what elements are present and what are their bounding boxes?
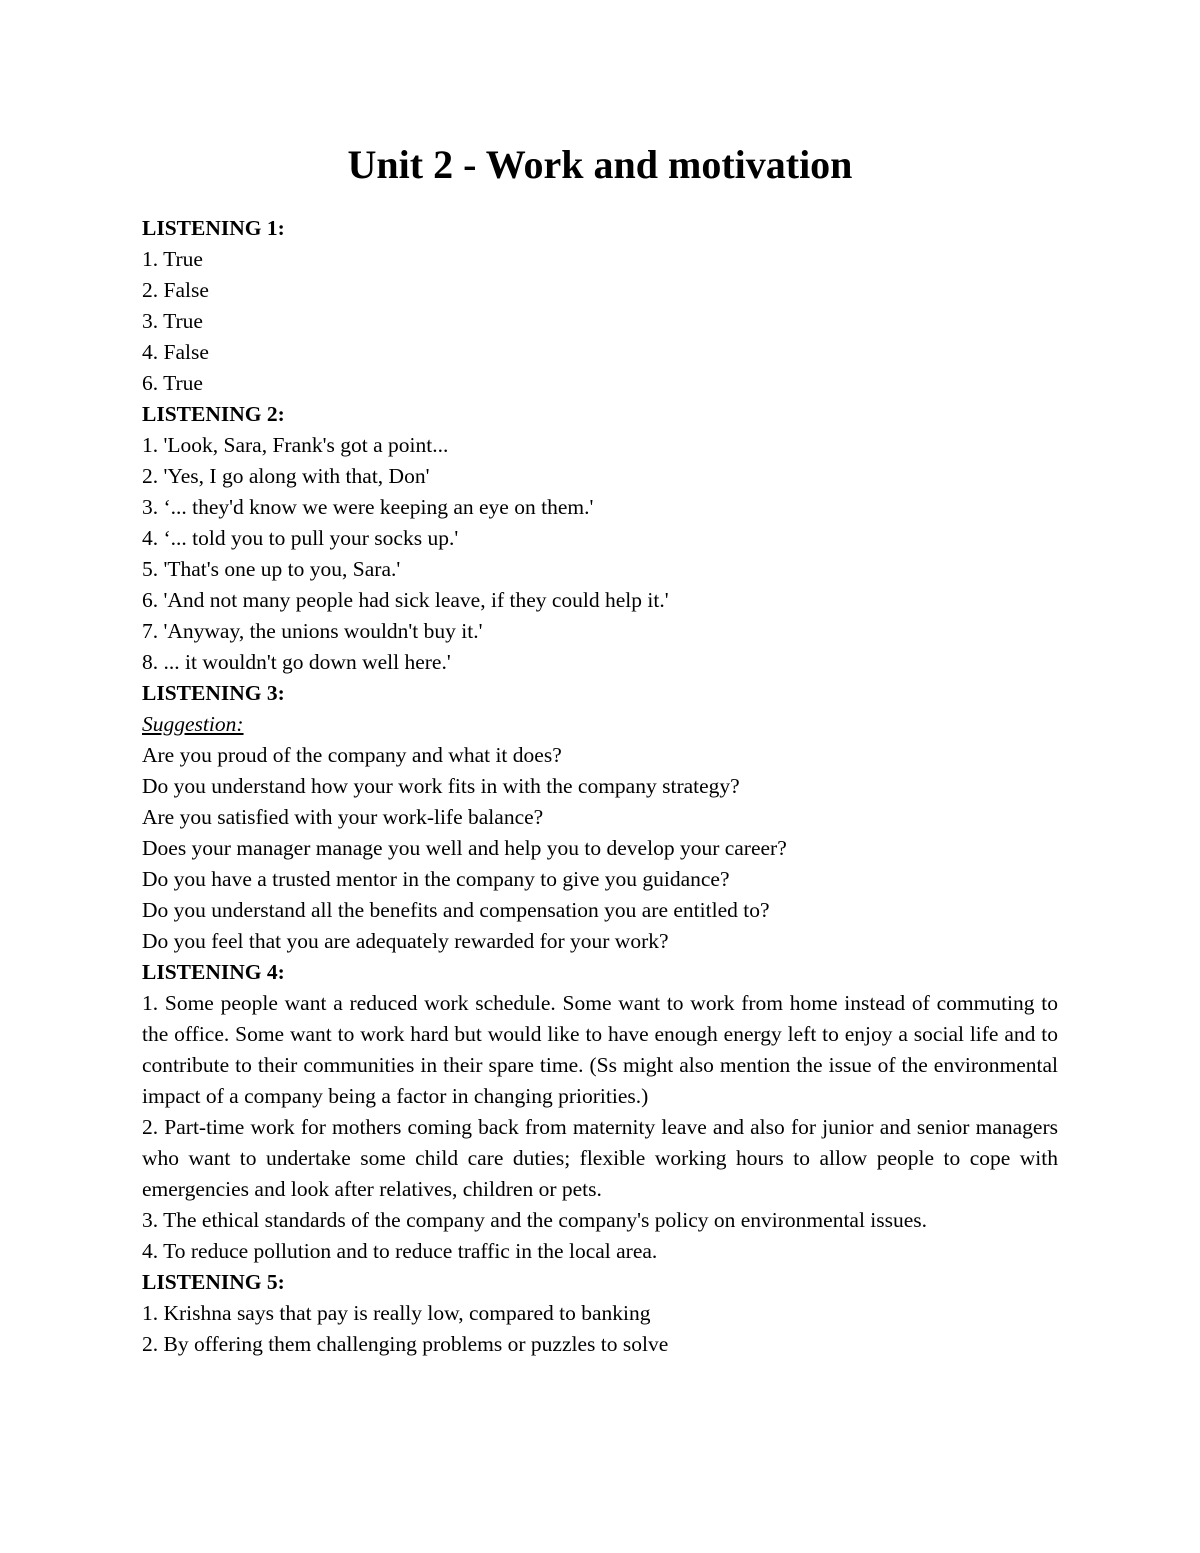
question-item: Does your manager manage you well and help you to develop your career? [142, 836, 787, 860]
question-item: Are you proud of the company and what it does? [142, 743, 562, 767]
answer-paragraph: 4. To reduce pollution and to reduce traffic in the local area. [142, 1239, 658, 1263]
question-item: Do you understand all the benefits and compensation you are entitled to? [142, 898, 770, 922]
answer-item: 4. False [142, 340, 209, 364]
answer-item: 6. True [142, 371, 203, 395]
document-body [142, 213, 1058, 1360]
answer-item: 5. 'That's one up to you, Sara.' [142, 557, 401, 581]
answer-item: 3. ‘... they'd know we were keeping an eye on them.' [142, 495, 594, 519]
suggestion-subheading: Suggestion: [142, 712, 244, 736]
section-heading-listening-5: LISTENING 5: [142, 1270, 285, 1294]
answer-item: 1. 'Look, Sara, Frank's got a point... [142, 433, 449, 457]
answer-item: 6. 'And not many people had sick leave, if they could help it.' [142, 588, 669, 612]
answer-item: 2. By offering them challenging problems or puzzles to solve [142, 1332, 669, 1356]
answer-item: 3. True [142, 309, 203, 333]
question-item: Do you have a trusted mentor in the company to give you guidance? [142, 867, 730, 891]
answer-item: 2. 'Yes, I go along with that, Don' [142, 464, 430, 488]
section-heading-listening-2: LISTENING 2: [142, 402, 285, 426]
question-item: Are you satisfied with your work-life balance? [142, 805, 544, 829]
answer-paragraph: 2. Part-time work for mothers coming back from maternity leave and also for junior and senior managers who want to undertake some child care duties; flexible working hours to allow people to cope with emergencies and look after relatives, children or pets. [142, 1115, 1058, 1201]
answer-item: 4. ‘... told you to pull your socks up.' [142, 526, 459, 550]
question-item: Do you feel that you are adequately rewarded for your work? [142, 929, 669, 953]
answer-item: 2. False [142, 278, 209, 302]
question-item: Do you understand how your work fits in with the company strategy? [142, 774, 740, 798]
section-heading-listening-3: LISTENING 3: [142, 681, 285, 705]
answer-paragraph: 3. The ethical standards of the company and the company's policy on environmental issues. [142, 1208, 928, 1232]
answer-item: 1. True [142, 247, 203, 271]
answer-item: 8. ... it wouldn't go down well here.' [142, 650, 451, 674]
answer-paragraph: 1. Some people want a reduced work schedule. Some want to work from home instead of commuting to the office. Some want to work hard but would like to have enough energy left to enjoy a social life and to contribute to their communities in their spare time. (Ss might also mention the issue of the environmental impact of a company being a factor in changing priorities.) [142, 991, 1058, 1108]
page-title: Unit 2 - Work and motivation [347, 142, 853, 187]
answer-item: 1. Krishna says that pay is really low, compared to banking [142, 1301, 651, 1325]
section-heading-listening-1: LISTENING 1: [142, 216, 285, 240]
answer-item: 7. 'Anyway, the unions wouldn't buy it.' [142, 619, 483, 643]
section-heading-listening-4: LISTENING 4: [142, 960, 285, 984]
